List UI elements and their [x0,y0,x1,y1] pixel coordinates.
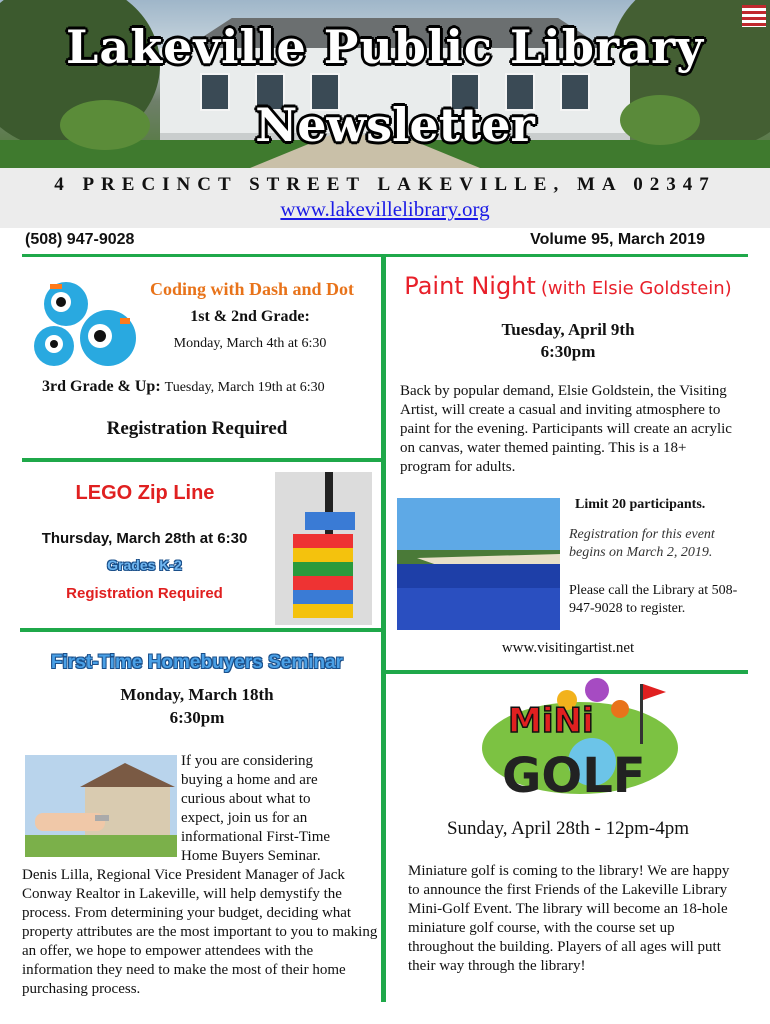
coding-title: Coding with Dash and Dot [149,279,355,299]
mini-golf-logo-bottom: GOLF [502,748,646,804]
section-divider-paint [386,670,748,674]
homebuyers-title: First-Time Homebuyers Seminar [50,652,344,673]
lego-title: LEGO Zip Line [75,482,215,504]
newsletter-title: Lakeville Public Library [66,20,704,74]
coding-grade3-label: 3rd Grade & Up: [42,378,161,395]
paint-body: Back by popular demand, Elsie Goldstein, the Visiting Artist, will create a casual and inviting atmosphere to paint for the evening. Participants will create an acrylic on canvas, water themed painting. This is a 18+ program for adults. [400,383,732,475]
dash-and-dot-robots-image [28,276,138,376]
section-divider-coding [22,458,382,462]
coding-grade3-line [42,378,372,396]
homebuyers-intro-line2: buying a home and are [181,772,318,788]
lego-registration: Registration Required [66,585,223,602]
homebuyers-intro [181,752,377,866]
coding-grade12-label: 1st & 2nd Grade: [190,308,310,325]
paint-website[interactable]: www.visitingartist.net [501,640,635,656]
seascape-painting-image [397,498,560,630]
paint-time: 6:30pm [540,342,596,361]
homebuyers-time: 6:30pm [169,708,225,727]
paint-title-line [388,272,748,300]
homebuyers-intro-line3: curious about what to [181,791,311,807]
coding-registration: Registration Required [106,418,288,439]
house-keys-image [25,755,177,857]
homebuyers-intro-line4: expect, join us for an [181,810,308,826]
volume-date: Volume 95, March 2019 [530,231,705,248]
mini-golf-logo-top: MiNi [508,701,594,741]
paint-subtitle: (with Elsie Goldstein) [540,278,732,299]
newsletter-subtitle: Newsletter [255,98,535,152]
paint-call: Please call the Library at 508-947-9028 to register. [569,583,738,616]
paint-limit: Limit 20 participants. [575,497,706,512]
homebuyers-intro-line5: informational First-Time [181,829,331,845]
section-divider-lego [20,628,382,632]
golf-date: Sunday, April 28th - 12pm-4pm [446,818,690,839]
homebuyers-date: Monday, March 18th [120,685,274,704]
coding-grade3-time: Tuesday, March 19th at 6:30 [164,380,325,395]
homebuyers-body: Denis Lilla, Regional Vice President Manager of Jack Conway Realtor in Lakeville, will help demystify the process. From determining your budget, deciding what property attributes are the most important to you to making an offer, we hope to empower attendees with the information they need to make the most of their home purchasing process. [22,867,378,997]
coding-grade12-time: Monday, March 4th at 6:30 [173,336,327,351]
homebuyers-intro-line6: Home Buyers Seminar. [181,848,321,864]
lego-grades: Grades K-2 [107,557,182,573]
paint-title: Paint Night [404,272,536,300]
lego-zipline-image [275,472,372,625]
homebuyers-intro-line1: If you are considering [181,753,314,769]
library-phone: (508) 947-9028 [25,231,135,248]
golf-body: Miniature golf is coming to the library! We are happy to announce the first Friends of the Lakeville Library Mini-Golf Event. The library will become an 18-hole miniature golf course, with the course set up throughout the building. Players of all ages will putt their way through the library! [408,863,730,974]
library-website-link[interactable]: www.lakevillelibrary.org [280,197,490,221]
paint-date: Tuesday, April 9th [501,320,635,339]
lego-date: Thursday, March 28th at 6:30 [41,530,248,547]
mini-golf-logo [480,676,680,806]
library-address: 4 PRECINCT STREET LAKEVILLE, MA 02347 [54,174,716,195]
paint-registration-note: Registration for this event begins on March 2, 2019. [569,527,715,560]
